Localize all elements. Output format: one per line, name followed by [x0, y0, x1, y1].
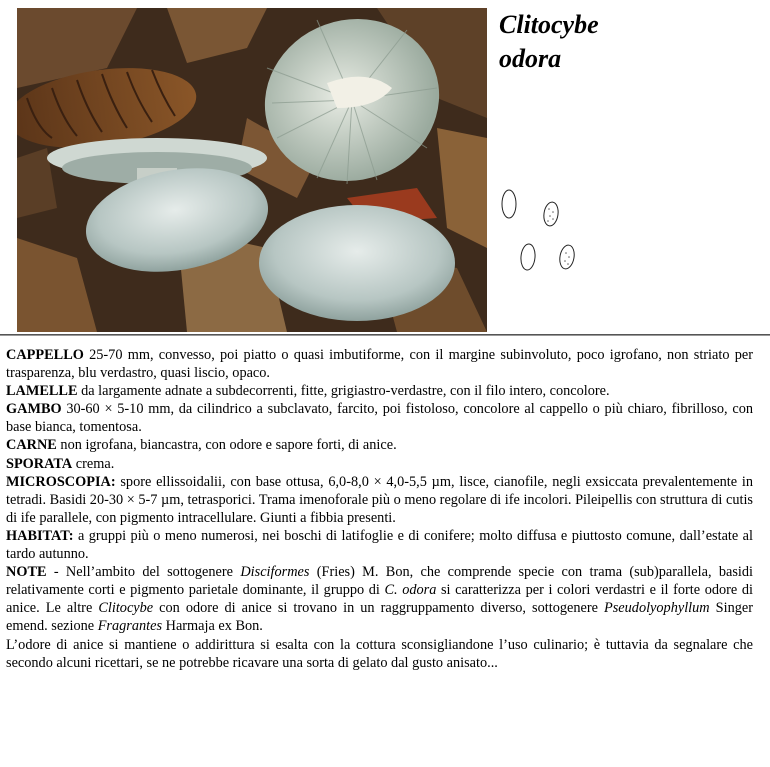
section-gambo [6, 400, 753, 436]
note-label: NOTE [6, 564, 47, 581]
section-text: da largamente adnate a subdecorrenti, fitte, grigiastro-verdastre, con il filo intero, concolore. [77, 383, 610, 400]
note-text: con odore di anice si trovano in un raggruppamento diverso, sottogenere [153, 600, 604, 617]
note-text: (Fries) M. Bon, che comprende specie con trama (sub)parallela, basidi relativamente corti e pigmento parietale dominante, il gruppo di [6, 564, 753, 599]
section-label: CAPPELLO [6, 347, 84, 363]
section-text: a gruppi più o meno numerosi, nei boschi di latifoglie e di conifere; molto diffusa e piuttosto comune, dall’estate al tardo autunno. [6, 527, 753, 563]
note-text: Harmaja ex Bon. [162, 618, 263, 635]
section-text: spore ellissoidalii, con base ottusa, 6,0-8,0 × 4,0-5,5 µm, lisce, cianofile, negli exsiccata prevalentemente in tetradi. Basidi 20-30 × 5-7 µm, tetrasporici. Trama imenoforale più o meno regolare di ife incolori. Pileipellis con struttura di cutis di ife parallele, con pigmento intracellulare. Giunti a fibbia presenti. [6, 473, 753, 526]
species-description [6, 346, 753, 672]
mushroom-photo [17, 8, 487, 332]
spore-drawing-icon [495, 185, 585, 280]
note-italic: Disciformes [240, 564, 310, 581]
section-note [6, 563, 753, 635]
section-label: HABITAT: [6, 527, 74, 544]
title-genus: Clitocybe [499, 10, 599, 39]
section-label: GAMBO [6, 401, 62, 418]
section-text: 30-60 × 5-10 mm, da cilindrico a subclavato, farcito, poi fistoloso, concolore al cappello o più chiaro, fibrilloso, con base bianca, tomentosa. [6, 401, 753, 436]
section-text: 25-70 mm, convesso, poi piatto o quasi imbutiforme, con il margine subinvoluto, poco igrofano, non striato per trasparenza, blu verdastro, quasi liscio, opaco. [6, 347, 753, 382]
note-italic: C. odora [384, 582, 437, 599]
closing-paragraph: L’odore di anice si mantiene o addirittura si esalta con la cottura sconsigliandone l’uso culinario; è tuttavia da segnalare che secondo alcuni ricettari, se ne potrebbe ricavare una sorta di gelato dal gusto anisato... [6, 636, 753, 671]
section-cappello [6, 346, 753, 382]
section-habitat [6, 527, 753, 563]
title-epithet: odora [499, 44, 562, 73]
note-italic: Fragrantes [97, 618, 163, 635]
section-microscopia [6, 473, 753, 527]
note-italic: Pseudolyophyllum [604, 600, 710, 617]
section-label: LAMELLE [6, 383, 78, 400]
section-carne [6, 436, 753, 454]
note-text: Singer emend. sezione [6, 600, 753, 635]
section-lamelle [6, 382, 753, 400]
section-label: MICROSCOPIA: [6, 473, 116, 490]
section-text: crema. [72, 455, 115, 472]
section-text: non igrofana, biancastra, con odore e sapore forti, di anice. [56, 437, 397, 454]
divider [0, 334, 770, 336]
section-label: CARNE [6, 437, 57, 454]
note-italic: Clitocybe [98, 600, 154, 617]
note-text: si caratterizza per i colori verdastri e il forte odore di anice. Le altre [6, 582, 753, 617]
section-sporata [6, 455, 753, 473]
species-title [499, 8, 599, 76]
note-text: - Nell’ambito del sottogenere [46, 564, 241, 581]
section-label: SPORATA [6, 455, 73, 472]
